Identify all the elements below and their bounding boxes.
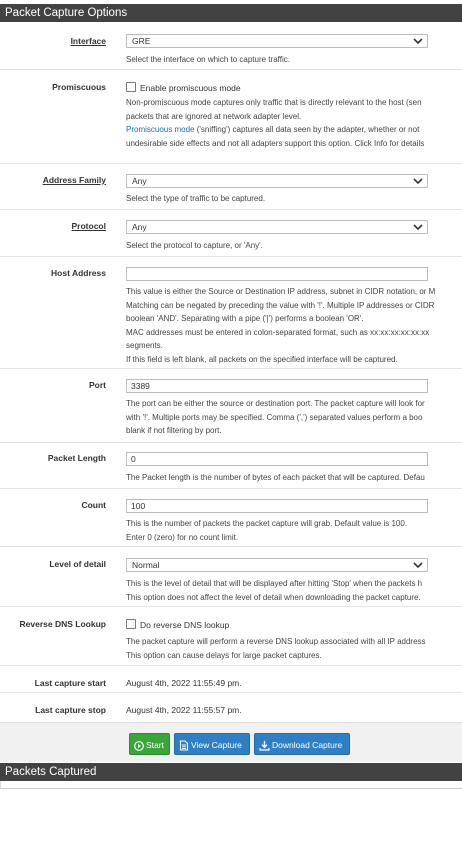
row-protocol (0, 210, 462, 257)
start-button[interactable] (129, 733, 170, 755)
host-address-input[interactable] (126, 267, 428, 281)
row-host-address (0, 257, 462, 369)
port-label: Port (89, 380, 106, 390)
protocol-select[interactable] (126, 220, 428, 234)
port-help-1: The port can be either the source or destination port. The packet capture will look for (126, 399, 425, 408)
promiscuous-help-3-rest: ('sniffing') captures all data seen by the adapter, whether or not (194, 125, 420, 134)
host-address-help-1: This value is either the Source or Destination IP address, subnet in CIDR notation, or M (126, 287, 436, 296)
host-address-help-3: boolean 'AND'. Separating with a pipe ('|') performs a boolean 'OR'. (126, 314, 364, 323)
reverse-dns-checkbox-wrap[interactable] (126, 619, 229, 630)
download-capture-button-label: Download Capture (272, 740, 343, 750)
reverse-dns-checkbox[interactable] (126, 619, 136, 629)
protocol-label[interactable]: Protocol (71, 221, 106, 231)
level-of-detail-help-2: This option does not affect the level of detail when downloading the packet capture. (126, 592, 421, 602)
row-packet-length (0, 443, 462, 489)
host-address-help-2: Matching can be negated by preceding the value with '!'. Multiple IP addresses or CIDR (126, 300, 435, 310)
promiscuous-help-2: packets that are ignored at network adapter level. (126, 111, 302, 121)
interface-select[interactable] (126, 34, 428, 48)
promiscuous-mode-link[interactable]: Promiscuous mode (126, 125, 195, 134)
promiscuous-checkbox-label: Enable promiscuous mode (140, 83, 241, 93)
reverse-dns-help-2: This option can cause delays for large packet captures. (126, 650, 322, 660)
play-icon (134, 741, 144, 751)
host-address-help-4: MAC addresses must be entered in colon-separated format, such as xx:xx:xx:xx:xx:xx (126, 327, 430, 337)
packet-length-label: Packet Length (47, 453, 106, 463)
promiscuous-label: Promiscuous (52, 82, 106, 92)
chevron-down-icon (413, 223, 423, 231)
chevron-down-icon (413, 561, 423, 569)
count-label: Count (81, 500, 106, 510)
last-capture-stop-value: August 4th, 2022 11:55:57 pm. (126, 705, 242, 715)
address-family-select-value: Any (132, 176, 147, 186)
reverse-dns-help-1: The packet capture will perform a reverse DNS lookup associated with all IP address (126, 637, 426, 646)
level-of-detail-select-value: Normal (132, 560, 160, 570)
port-help-2: with '!'. Multiple ports may be specified. Comma (',') separated values perform a boo (126, 412, 423, 422)
row-promiscuous (0, 70, 462, 164)
chevron-down-icon (413, 177, 423, 185)
view-capture-button-label: View Capture (191, 740, 242, 750)
last-capture-stop-label: Last capture stop (35, 705, 106, 715)
panel-title-capture-options: Packet Capture Options (0, 4, 462, 22)
row-last-capture-stop (0, 693, 462, 722)
panel-title-packets-captured: Packets Captured (0, 763, 462, 781)
protocol-select-value: Any (132, 222, 147, 232)
action-bar (0, 722, 462, 762)
file-text-icon (179, 740, 189, 751)
row-count (0, 489, 462, 547)
packet-length-input[interactable]: 0 (126, 452, 428, 466)
download-icon (259, 740, 270, 751)
view-capture-button[interactable] (174, 733, 250, 755)
row-level-of-detail (0, 547, 462, 607)
address-family-help: Select the type of traffic to be captured. (126, 194, 266, 203)
start-button-label: Start (146, 740, 164, 750)
chevron-down-icon (413, 37, 423, 45)
reverse-dns-checkbox-label: Do reverse DNS lookup (140, 620, 230, 630)
row-port (0, 369, 462, 443)
last-capture-start-label: Last capture start (34, 678, 106, 688)
promiscuous-help-1: Non-promiscuous mode captures only traffic that is directly relevant to the host (sen (126, 98, 422, 107)
host-address-help-6: If this field is left blank, all packets on the specified interface will be captured. (126, 354, 398, 364)
interface-help: Select the interface on which to capture traffic. (126, 55, 290, 64)
port-help-3: blank if not filtering by port. (126, 426, 222, 435)
promiscuous-help-4: undesirable side effects and not all adapters support this option. Click Info for details (126, 138, 425, 148)
protocol-help: Select the protocol to capture, or 'Any'. (126, 241, 263, 250)
interface-label[interactable]: Interface (70, 36, 106, 46)
count-input[interactable]: 100 (126, 499, 428, 513)
level-of-detail-help-1: This is the level of detail that will be displayed after hitting 'Stop' when the packets h (126, 579, 423, 588)
promiscuous-help-3 (126, 123, 419, 136)
row-address-family (0, 164, 462, 210)
count-help-2: Enter 0 (zero) for no count limit. (126, 532, 239, 542)
port-input[interactable]: 3389 (126, 379, 428, 393)
packets-captured-body (0, 781, 462, 789)
packet-length-help: The Packet length is the number of bytes of each packet that will be captured. Defau (126, 473, 425, 482)
promiscuous-checkbox-wrap[interactable] (126, 82, 241, 93)
address-family-label[interactable]: Address Family (42, 175, 106, 185)
host-address-help-5: segments. (126, 341, 163, 350)
row-interface (0, 22, 462, 70)
download-capture-button[interactable] (254, 733, 350, 755)
interface-select-value: GRE (132, 36, 151, 46)
address-family-select[interactable] (126, 174, 428, 188)
level-of-detail-label: Level of detail (49, 559, 106, 569)
last-capture-start-value: August 4th, 2022 11:55:49 pm. (126, 678, 242, 688)
count-help-1: This is the number of packets the packet capture will grab. Default value is 100. (126, 519, 408, 528)
level-of-detail-select[interactable] (126, 558, 428, 572)
promiscuous-checkbox[interactable] (126, 82, 136, 92)
row-reverse-dns (0, 607, 462, 666)
host-address-label: Host Address (51, 268, 106, 278)
reverse-dns-label: Reverse DNS Lookup (19, 619, 106, 629)
row-last-capture-start (0, 666, 462, 693)
